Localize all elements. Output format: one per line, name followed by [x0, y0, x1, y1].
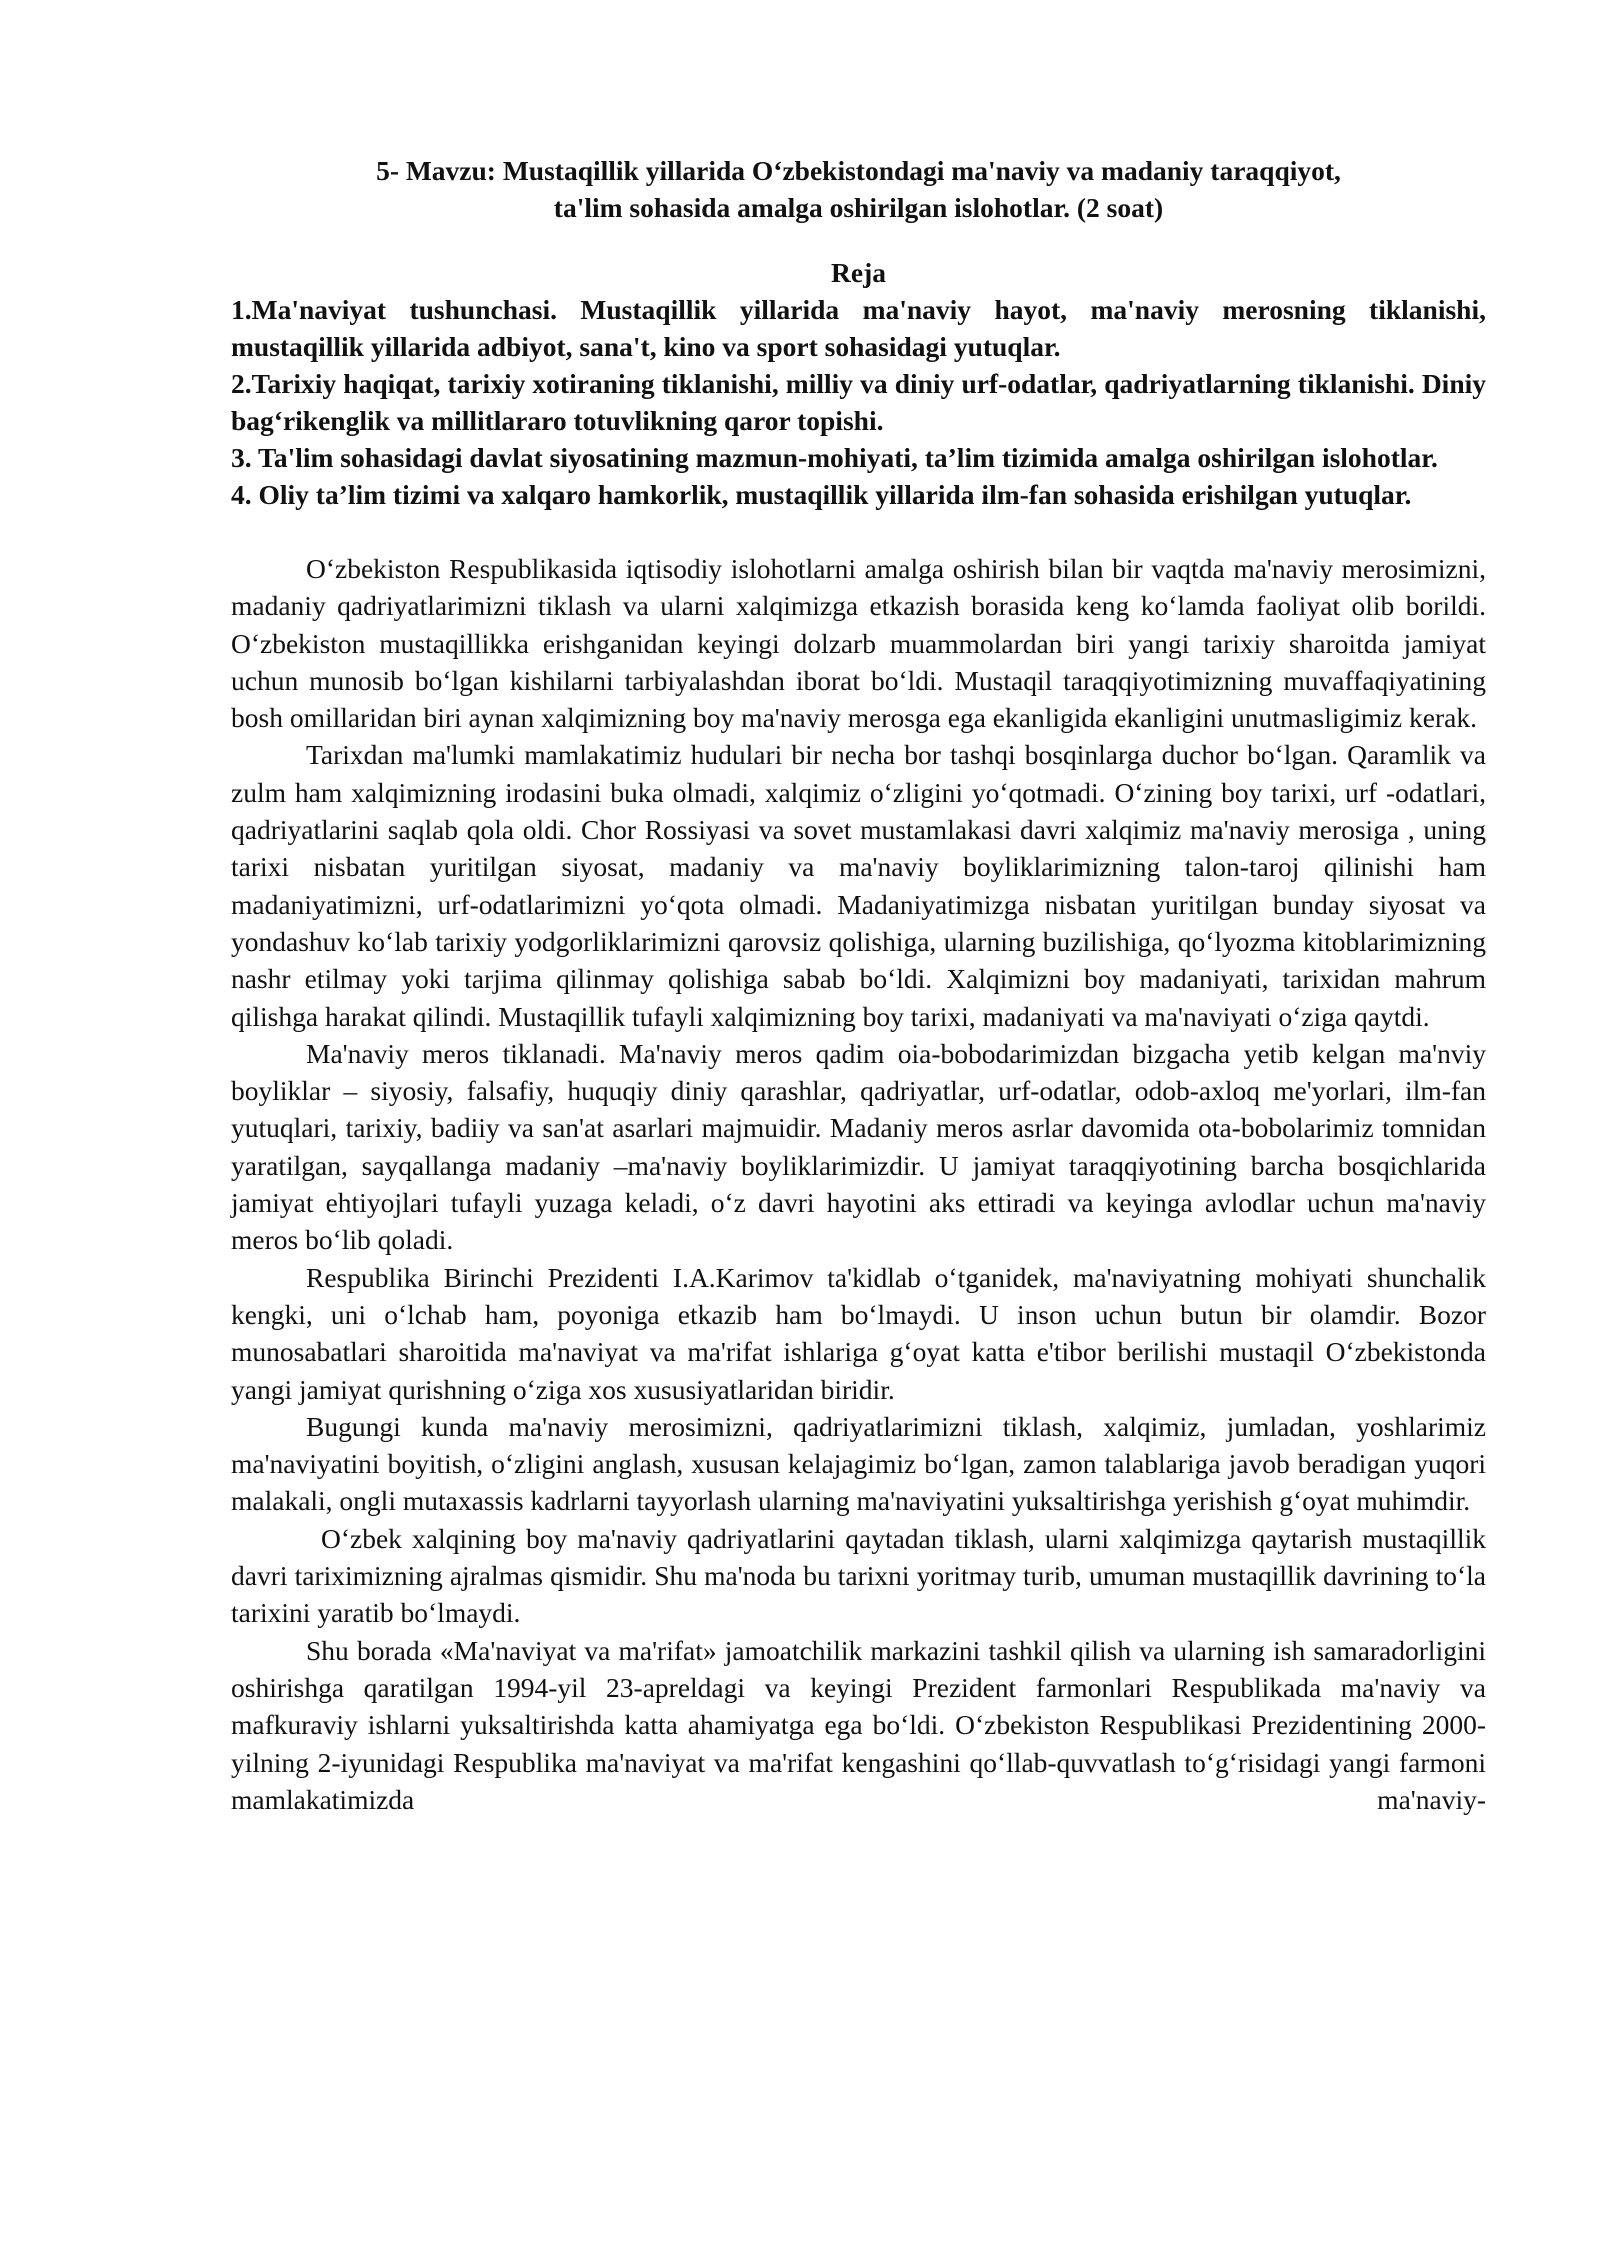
body-paragraph-1: O‘zbekiston Respublikasida iqtisodiy islohotlarni amalga oshirish bilan bir vaqtda ma'naviy merosimizni, madaniy qadriyatlarimizni tiklash va ularni xalqimizga etkazish borasida keng ko‘lamda faoliyat olib borildi. O‘zbekiston mustaqillikka erishganidan keyingi dolzarb muammolardan biri yangi tarixiy sharoitda jamiyat uchun munosib bo‘lgan kishilarni tarbiyalashdan iborat bo‘ldi. Mustaqil taraqqiyotimizning muvaffaqiyatining bosh omillaridan biri aynan xalqimizning boy ma'naviy merosga ega ekanligida ekanligini unutmasligimiz kerak.	[231, 553, 1486, 734]
plan-item-3: 3. Ta'lim sohasidagi davlat siyosatining mazmun-mohiyati, ta’lim tizimida amalga oshirilgan islohotlar.	[231, 442, 1438, 473]
document-content	[231, 152, 1486, 1818]
body-paragraph-4: Respublika Birinchi Prezidenti I.A.Karimov ta'kidlab o‘tganidek, ma'naviyatning mohiyati shunchalik kengki, uni o‘lchab ham, poyoniga etkazib ham bo‘lmaydi. U inson uchun butun bir olamdir. Bozor munosabatlari sharoitida ma'naviyat va ma'rifat ishlariga g‘oyat katta e'tibor berilishi mustaqil O‘zbekistonda yangi jamiyat qurishning o‘ziga xos xususiyatlaridan biridir.	[231, 1261, 1486, 1405]
plan-item-1: 1.Ma'naviyat tushunchasi. Mustaqillik yillarida ma'naviy hayot, ma'naviy merosning tiklanishi, mustaqillik yillarida adbiyot, sana't, kino va sport sohasidagi yutuqlar.	[231, 294, 1486, 362]
title-line-2: ta'lim sohasida amalga oshirilgan islohotlar. (2 soat)	[553, 192, 1164, 223]
body-paragraph-6: O‘zbek xalqining boy ma'naviy qadriyatlarini qaytadan tiklash, ularni xalqimizga qaytarish mustaqillik davri tariximizning ajralmas qismidir. Shu ma'noda bu tarixni yoritmay turib, umuman mustaqillik davrining to‘la tarixini yaratib bo‘lmaydi.	[231, 1522, 1486, 1629]
plan-item-2: 2.Tarixiy haqiqat, tarixiy xotiraning tiklanishi, milliy va diniy urf-odatlar, qadriyatlarning tiklanishi. Diniy bag‘rikenglik va millitlararo totuvlikning qaror topishi.	[231, 368, 1486, 436]
body-paragraph-5: Bugungi kunda ma'naviy merosimizni, qadriyatlarimizni tiklash, xalqimiz, jumladan, yoshlarimiz ma'naviyatini boyitish, o‘zligini anglash, xususan kelajagimiz bo‘lgan, zamon talablariga javob beradigan yuqori malakali, ongli mutaxassis kadrlarni tayyorlash ularning ma'naviyatini yuksaltirishga yerishish g‘oyat muhimdir.	[231, 1410, 1486, 1517]
plan-section	[231, 254, 1486, 513]
document-body	[231, 550, 1486, 1818]
body-paragraph-7: Shu borada «Ma'naviyat va ma'rifat» jamoatchilik markazini tashkil qilish va ularning ish samaradorligini oshirishga qaratilgan 1994-yil 23-apreldagi va keyingi Prezident farmonlari Respublikada ma'naviy va mafkuraviy ishlarni yuksaltirishda katta ahamiyatga ega bo‘ldi. O‘zbekiston Respublikasi Prezidentining 2000-yilning 2-iyunidagi Respublika ma'naviyat va ma'rifat kengashini qo‘llab-quvvatlash to‘g‘risidagi yangi farmoni mamlakatimizda ma'naviy-	[231, 1634, 1486, 1815]
plan-heading: Reja	[831, 257, 886, 288]
body-paragraph-3: Ma'naviy meros tiklanadi. Ma'naviy meros qadim oia-bobodarimizdan bizgacha yetib kelgan ma'nviy boyliklar – siyosiy, falsafiy, huquqiy diniy qarashlar, qadriyatlar, urf-odatlar, odob-axloq me'yorlari, ilm-fan yutuqlari, tarixiy, badiiy va san'at asarlari majmuidir. Madaniy meros asrlar davomida ota-bobolarimiz tomnidan yaratilgan, sayqallanga madaniy –ma'naviy boyliklarimizdir. U jamiyat taraqqiyotining barcha bosqichlarida jamiyat ehtiyojlari tufayli yuzaga keladi, o‘z davri hayotini aks ettiradi va keyinga avlodlar uchun ma'naviy meros bo‘lib qoladi.	[231, 1037, 1486, 1256]
body-paragraph-2: Tarixdan ma'lumki mamlakatimiz hudulari bir necha bor tashqi bosqinlarga duchor bo‘lgan. Qaramlik va zulm ham xalqimizning irodasini buka olmadi, xalqimiz o‘zligini yo‘qotmadi. O‘zining boy tarixi, urf -odatlari, qadriyatlarini saqlab qola oldi. Chor Rossiyasi va sovet mustamlakasi davri xalqimiz ma'naviy merosiga , uning tarixi nisbatan yuritilgan siyosat, madaniy va ma'naviy boyliklarimizning talon-taroj qilinishi ham madaniyatimizni, urf-odatlarimizni yo‘qota olmadi. Madaniyatimizga nisbatan yuritilgan bunday siyosat va yondashuv ko‘lab tarixiy yodgorliklarimizni qarovsiz qolishiga, ularning buzilishiga, qo‘lyozma kitoblarimizning nashr etilmay yoki tarjima qilinmay qolishiga sabab bo‘ldi. Xalqimizni boy madaniyati, tarixidan mahrum qilishga harakat qilindi. Mustaqillik tufayli xalqimizning boy tarixi, madaniyati va ma'naviyati o‘ziga qaytdi.	[231, 739, 1486, 1032]
document-title	[231, 152, 1486, 226]
plan-item-4: 4. Oliy ta’lim tizimi va xalqaro hamkorlik, mustaqillik yillarida ilm-fan sohasida erishilgan yutuqlar.	[231, 479, 1412, 510]
title-line-1: 5- Mavzu: Mustaqillik yillarida O‘zbekistondagi ma'naviy va madaniy taraqqiyot,	[376, 155, 1341, 186]
